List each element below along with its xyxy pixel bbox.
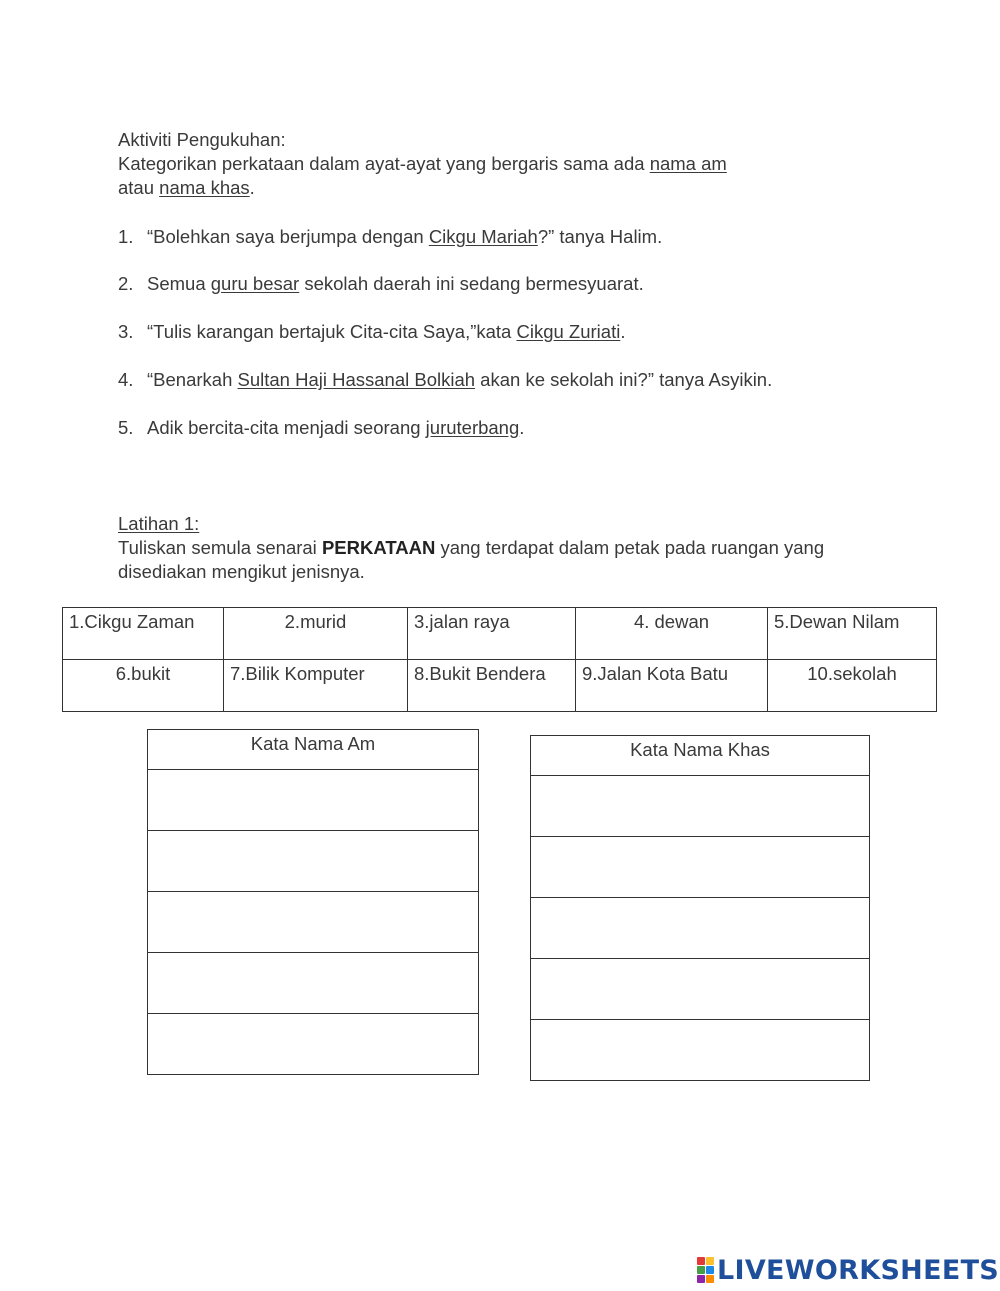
intro-section (118, 128, 878, 200)
underlined-word: juruterbang (425, 417, 520, 438)
word-cell[interactable]: 1.Cikgu Zaman (63, 608, 224, 660)
latihan-section (118, 512, 898, 584)
latihan-instruction: Tuliskan semula senarai PERKATAAN yang terdapat dalam petak pada ruangan yang disediakan mengikut jenisnya. (118, 537, 825, 582)
intro-instruction: Kategorikan perkataan dalam ayat-ayat yang bergaris sama ada nama am atau nama khas. (118, 153, 727, 198)
answer-table-nama-am (147, 729, 479, 1075)
answer-slot[interactable] (531, 959, 870, 1020)
question-3: 3. “Tulis karangan bertajuk Cita-cita Saya,”kata Cikgu Zuriati. (118, 321, 626, 342)
option-nama-khas: nama khas (159, 177, 250, 198)
word-cell[interactable]: 8.Bukit Bendera (408, 660, 576, 712)
underlined-word: Cikgu Zuriati (516, 321, 621, 342)
answer-table-title: Kata Nama Khas (531, 736, 870, 776)
answer-table-nama-khas (530, 735, 870, 1081)
word-cell[interactable]: 3.jalan raya (408, 608, 576, 660)
latihan-heading: Latihan 1: (118, 513, 200, 534)
question-1: 1. “Bolehkan saya berjumpa dengan Cikgu Mariah?” tanya Halim. (118, 226, 663, 247)
word-cell[interactable]: 10.sekolah (768, 660, 937, 712)
word-cell[interactable]: 4. dewan (576, 608, 768, 660)
question-4: 4. “Benarkah Sultan Haji Hassanal Bolkiah akan ke sekolah ini?” tanya Asyikin. (118, 369, 773, 390)
underlined-word: Sultan Haji Hassanal Bolkiah (237, 369, 476, 390)
logo-mark-icon (697, 1257, 714, 1283)
answer-slot[interactable] (148, 892, 479, 953)
question-5: 5. Adik bercita-cita menjadi seorang juruterbang. (118, 417, 525, 438)
logo-wordmark: LIVEWORKSHEETS (717, 1254, 1000, 1286)
answer-slot[interactable] (531, 776, 870, 837)
answer-slot[interactable] (148, 770, 479, 831)
question-2: 2. Semua guru besar sekolah daerah ini sedang bermesyuarat. (118, 273, 644, 294)
table-row (63, 660, 937, 712)
answer-table-title: Kata Nama Am (148, 730, 479, 770)
answer-slot[interactable] (148, 831, 479, 892)
word-cell[interactable]: 9.Jalan Kota Batu (576, 660, 768, 712)
answer-slot[interactable] (531, 837, 870, 898)
word-cell[interactable]: 6.bukit (63, 660, 224, 712)
word-cell[interactable]: 5.Dewan Nilam (768, 608, 937, 660)
word-cell[interactable]: 2.murid (224, 608, 408, 660)
answer-slot[interactable] (148, 1014, 479, 1075)
bold-keyword: PERKATAAN (321, 537, 436, 558)
word-table (62, 607, 937, 712)
table-row (63, 608, 937, 660)
option-nama-am: nama am (649, 153, 727, 174)
answer-slot[interactable] (148, 953, 479, 1014)
liveworksheets-logo[interactable] (697, 1255, 999, 1285)
answer-slot[interactable] (531, 898, 870, 959)
underlined-word: guru besar (210, 273, 300, 294)
answer-slot[interactable] (531, 1020, 870, 1081)
word-cell[interactable]: 7.Bilik Komputer (224, 660, 408, 712)
underlined-word: Cikgu Mariah (428, 226, 538, 247)
intro-heading: Aktiviti Pengukuhan: (118, 129, 286, 150)
